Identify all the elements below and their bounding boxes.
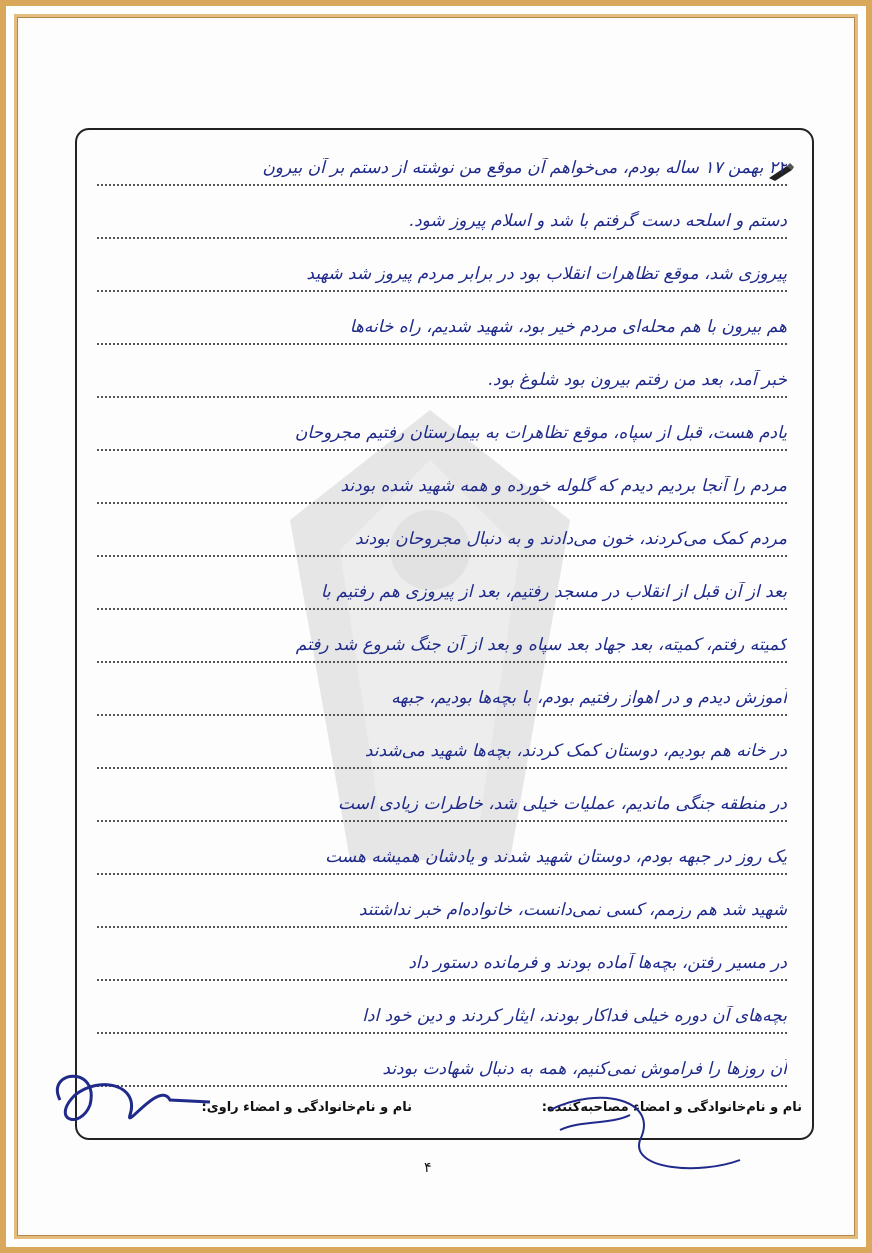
handwritten-line: در منطقه جنگی ماندیم، عملیات خیلی شد، خاطرات زیادی است (338, 794, 787, 814)
dotted-rule (97, 502, 787, 504)
dotted-rule (97, 767, 787, 769)
handwritten-line: یک روز در جبهه بودم، دوستان شهید شدند و یادشان همیشه هست (325, 847, 787, 867)
handwritten-line: مردم کمک می‌کردند، خون می‌دادند و به دنبال مجروحان بودند (355, 529, 787, 549)
handwritten-line: بعد از آن قبل از انقلاب در مسجد رفتیم، بعد از پیروزی هم رفتیم با (320, 582, 787, 602)
content-box (75, 128, 814, 1140)
handwritten-line: آن روزها را فراموش نمی‌کنیم، همه به دنبال شهادت بودند (382, 1059, 787, 1079)
narrator-signature-icon (40, 1060, 220, 1140)
handwritten-line: یادم هست، قبل از سپاه، موقع تظاهرات به بیمارستان رفتیم مجروحان (294, 423, 787, 443)
page-number: ۴ (424, 1160, 432, 1176)
dotted-rule (97, 608, 787, 610)
dotted-rule (97, 1032, 787, 1034)
dotted-rule (97, 184, 787, 186)
handwritten-line: ۲۲ بهمن ۱۷ ساله بودم، می‌خواهم آن موقع من نوشته از دستم بر آن بیرون (262, 158, 787, 178)
dotted-rule (97, 343, 787, 345)
document-page (20, 20, 852, 1233)
handwritten-line: خبر آمد، بعد من رفتم بیرون بود شلوغ بود. (487, 370, 787, 390)
dotted-rule (97, 396, 787, 398)
handwritten-line: بچه‌های آن دوره خیلی فداکار بودند، ایثار کردند و دین خود ادا (362, 1006, 787, 1026)
dotted-rule (97, 290, 787, 292)
dotted-rule (97, 449, 787, 451)
dotted-rule (97, 714, 787, 716)
dotted-rule (97, 926, 787, 928)
handwritten-line: در خانه هم بودیم، دوستان کمک کردند، بچه‌ها شهید می‌شدند (364, 741, 787, 761)
handwritten-line: دستم و اسلحه دست گرفتم با شد و اسلام پیروز شود. (408, 211, 787, 231)
dotted-rule (97, 237, 787, 239)
dotted-rule (97, 873, 787, 875)
handwritten-line: هم بیرون با هم محله‌ای مردم خیر بود، شهید شدیم، راه خانه‌ها (349, 317, 787, 337)
interviewer-signature-icon (540, 1080, 760, 1190)
dotted-rule (97, 820, 787, 822)
interviewer-signature-label: نام و نام‌خانوادگی و امضاء مصاحبه‌کننده: (541, 1100, 802, 1115)
dotted-rule (97, 555, 787, 557)
handwritten-line: مردم را آنجا بردیم دیدم که گلوله خورده و همه شهید شده بودند (340, 476, 787, 496)
narrator-signature-label: نام و نام‌خانوادگی و امضاء راوی: (201, 1100, 412, 1115)
handwritten-line: شهید شد هم رزمم، کسی نمی‌دانست، خانواده‌ام خبر نداشتند (358, 900, 787, 920)
handwritten-line: در مسیر رفتن، بچه‌ها آماده بودند و فرمانده دستور داد (408, 953, 787, 973)
handwritten-line: پیروزی شد، موقع تظاهرات انقلاب بود در برابر مردم پیروز شد شهید (306, 264, 787, 284)
dotted-rule (97, 979, 787, 981)
handwritten-line: آموزش دیدم و در اهواز رفتیم بودم، با بچه‌ها بودیم، جبهه (391, 688, 787, 708)
dotted-rule (97, 661, 787, 663)
handwritten-line: کمیته رفتم، کمیته، بعد جهاد بعد سپاه و بعد از آن جنگ شروع شد رفتم (295, 635, 787, 655)
